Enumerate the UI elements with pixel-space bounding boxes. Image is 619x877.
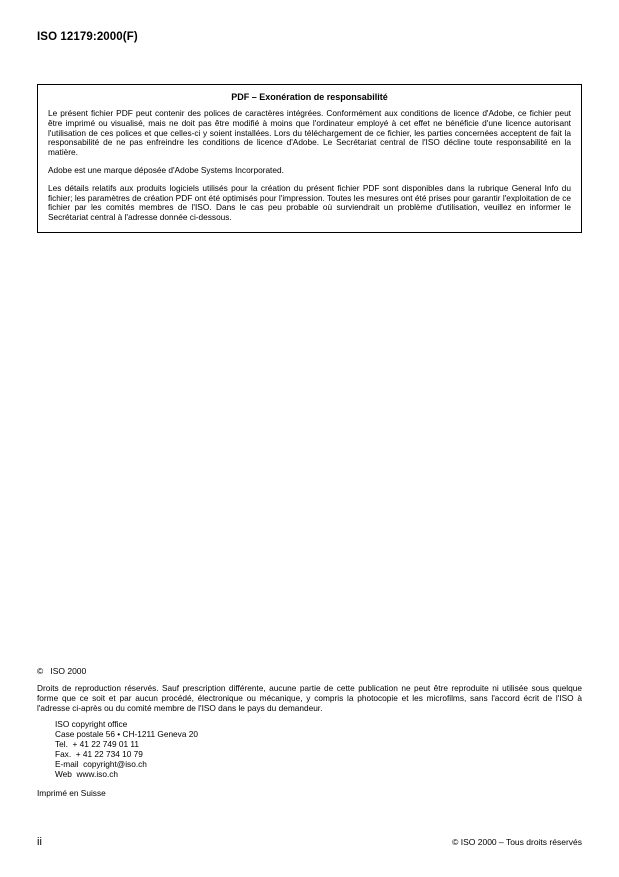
address-line-web: Web www.iso.ch <box>55 769 119 779</box>
disclaimer-paragraph: Le présent fichier PDF peut contenir des polices de caractères intégrées. Conformément aux conditions de licence d'Adobe, ce fichier peut être imprimé ou visualisé, mais ne doit pas être modifié à moins que l'ordinateur employé à cet effet ne bénéficie d'une licence autorisant l'utilisation de ces polices et que celles-ci y soient installées. Lors du téléchargement de ce fichier, les parties concernées acceptent de fait la responsabilité de ne pas enfreindre les conditions de licence d'Adobe. Le Secrétariat central de l'ISO décline toute responsabilité en la matière. <box>48 108 571 158</box>
disclaimer-paragraph: Les détails relatifs aux produits logiciels utilisés pour la création du présent fichier PDF sont disponibles dans la rubrique General Info du fichier; les paramètres de création PDF ont été optimisés pour l'impression. Toutes les mesures ont été prises pour garantir l'exploitation de ce fichier par les comités membres de l'ISO. Dans le cas peu probable où surviendrait un problème d'utilisation, veuillez en informer le Secrétariat central à l'adresse donnée ci-dessous. <box>48 182 571 223</box>
disclaimer-title: PDF – Exonération de responsabilité <box>231 92 388 102</box>
copyright-block <box>37 666 582 798</box>
pdf-disclaimer-box <box>37 84 582 233</box>
page-number: ii <box>37 836 42 848</box>
address-line-office: ISO copyright office <box>55 719 128 729</box>
address-line-email: E-mail copyright@iso.ch <box>55 759 147 769</box>
document-reference: ISO 12179:2000(F) <box>37 31 138 43</box>
footer-copyright: © ISO 2000 – Tous droits réservés <box>452 837 582 847</box>
printed-in-notice: Imprimé en Suisse <box>37 788 106 798</box>
page-footer <box>37 836 582 848</box>
address-line-fax: Fax. + 41 22 734 10 79 <box>55 749 143 759</box>
address-line-postal: Case postale 56 • CH-1211 Geneva 20 <box>55 729 198 739</box>
address-block <box>55 719 582 779</box>
disclaimer-paragraph: Adobe est une marque déposée d'Adobe Systems Incorporated. <box>48 164 284 175</box>
rights-paragraph: Droits de reproduction réservés. Sauf prescription différente, aucune partie de cette publication ne peut être reproduite ni utilisée sous quelque forme que ce soit et par aucun procédé, électronique ou mécanique, y compris la photocopie et les microfilms, sans l'accord écrit de l'ISO à l'adresse ci-après ou du comité membre de l'ISO dans le pays du demandeur. <box>37 683 582 713</box>
copyright-notice: © ISO 2000 <box>37 666 87 676</box>
address-line-tel: Tel. + 41 22 749 01 11 <box>55 739 140 749</box>
